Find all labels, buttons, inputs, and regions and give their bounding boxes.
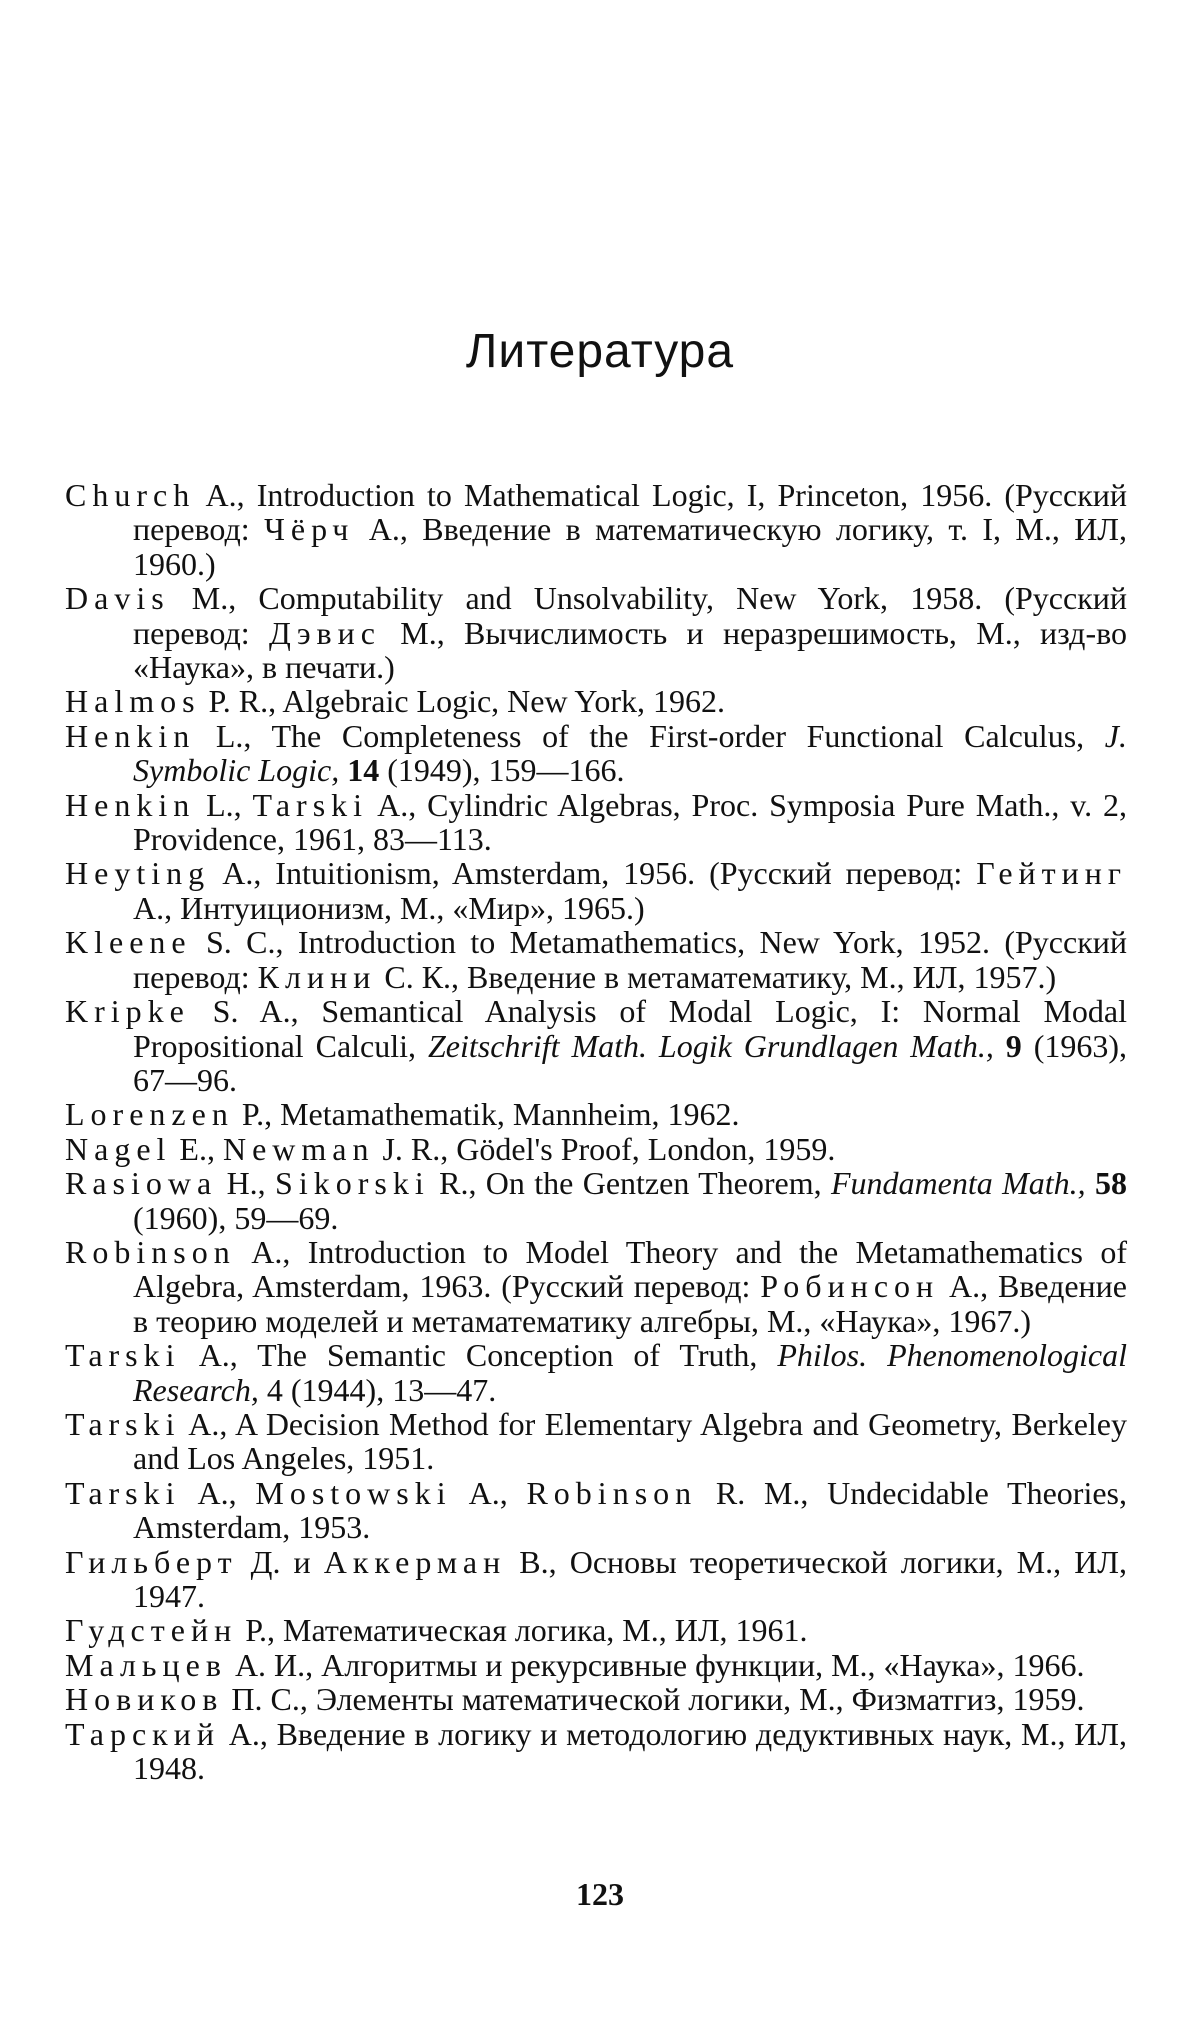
reference-text: А. И., Алгоритмы и рекурсивные функции, М., «Наука», 1966. [227, 1647, 1085, 1683]
reference-author: Kripke [65, 993, 190, 1029]
reference-text: Р., Математическая логика, М., ИЛ, 1961. [237, 1612, 807, 1648]
reference-text [1086, 1165, 1095, 1201]
reference-text: A., A Decision Method for Elementary Algebra and Geometry, Berkeley and Los Angeles, 1951. [133, 1406, 1127, 1476]
reference-author: Tarski [65, 1475, 181, 1511]
reference-journal: Fundamenta Math., [831, 1165, 1086, 1201]
reference-author: Kleene [65, 924, 192, 960]
reference-journal: Philos. Phenomenological Research, [133, 1337, 1127, 1407]
reference-entry [65, 1166, 1127, 1235]
reference-text: P., Metamathematik, Mannheim, 1962. [234, 1096, 740, 1132]
reference-author: Tarski [65, 1406, 181, 1442]
reference-text: L., The Completeness of the First-order Functional Calculus, [195, 718, 1105, 754]
reference-entry [65, 1132, 1127, 1166]
reference-text: А., Интуиционизм, М., «Мир», 1965.) [133, 890, 645, 926]
reference-author: Rasiowa [65, 1165, 217, 1201]
reference-text: H., [217, 1165, 275, 1201]
reference-volume: 58 [1095, 1165, 1127, 1201]
reference-author: Тарский [65, 1716, 220, 1752]
reference-entry [65, 994, 1127, 1097]
reference-author: Robinson [65, 1234, 236, 1270]
reference-author: Sikorski [275, 1165, 430, 1201]
reference-author: Аккерман [324, 1544, 506, 1580]
reference-text: (1960), 59—69. [133, 1200, 338, 1236]
reference-journal: Zeitschrift Math. Logik Grundlagen Math., [428, 1028, 994, 1064]
reference-entry [65, 1235, 1127, 1338]
reference-text: М., Вычислимость и неразрешимость, М., изд-во «Наука», в печати.) [133, 615, 1127, 685]
reference-author: Mostowski [255, 1475, 451, 1511]
reference-author: Henkin [65, 787, 195, 823]
reference-entry [65, 1682, 1127, 1716]
reference-author: Nagel [65, 1131, 171, 1167]
reference-author: Гильберт [65, 1544, 238, 1580]
reference-entry [65, 1648, 1127, 1682]
reference-text: S. C., Introduction to Metamathematics, New York, 1952. (Русский перевод: [133, 924, 1127, 994]
reference-author: Гейтинг [976, 855, 1127, 891]
reference-text: J. R., Gödel's Proof, London, 1959. [374, 1131, 835, 1167]
reference-author: Lorenzen [65, 1096, 234, 1132]
reference-text: S. A., Semantical Analysis of Modal Logic, I: Normal Modal Propositional Calculi, [133, 993, 1127, 1063]
reference-text [994, 1028, 1006, 1064]
reference-volume: 14 [347, 752, 379, 788]
reference-author: Tarski [65, 1337, 181, 1373]
reference-entry [65, 1717, 1127, 1786]
reference-text: А., Введение в математическую логику, т. I, М., ИЛ, 1960.) [133, 511, 1127, 581]
reference-author: Church [65, 477, 195, 513]
reference-entry [65, 1097, 1127, 1131]
reference-text: R. M., Undecidable Theories, Amsterdam, 1953. [133, 1475, 1127, 1545]
reference-text: E., [171, 1131, 223, 1167]
reference-author: Дэвис [269, 615, 381, 651]
reference-text: A., [452, 1475, 527, 1511]
reference-entry [65, 1338, 1127, 1407]
reference-volume: 9 [1006, 1028, 1022, 1064]
reference-entry [65, 581, 1127, 684]
reference-author: Робинсон [760, 1268, 939, 1304]
reference-text: A., The Semantic Conception of Truth, [181, 1337, 778, 1373]
reference-entry [65, 684, 1127, 718]
reference-author: Мальцев [65, 1647, 227, 1683]
reference-text: A., Intuitionism, Amsterdam, 1956. (Русский перевод: [210, 855, 976, 891]
reference-entry [65, 478, 1127, 581]
reference-author: Клини [258, 959, 377, 995]
reference-text: R., On the Gentzen Theorem, [430, 1165, 831, 1201]
reference-text: (1963), 67—96. [133, 1028, 1127, 1098]
reference-text: 4 (1944), 13—47. [259, 1372, 496, 1408]
reference-author: Heyting [65, 855, 210, 891]
reference-text: А., Введение в теорию моделей и метаматематику алгебры, М., «Наука», 1967.) [133, 1268, 1127, 1338]
reference-author: Davis [65, 580, 170, 616]
reference-author: Tarski [253, 787, 369, 823]
reference-author: Чёрч [264, 511, 354, 547]
reference-author: Halmos [65, 683, 201, 719]
reference-entry [65, 1613, 1127, 1647]
reference-text: A., Introduction to Model Theory and the Metamathematics of Algebra, Amsterdam, 1963. (Русский перевод: [133, 1234, 1127, 1304]
page-title: Литература [0, 324, 1200, 379]
reference-text: A., Introduction to Mathematical Logic, I, Princeton, 1956. (Русский перевод: [133, 477, 1127, 547]
page-number: 123 [0, 1876, 1200, 1913]
reference-entry [65, 1476, 1127, 1545]
reference-author: Новиков [65, 1681, 223, 1717]
reference-text [339, 752, 347, 788]
reference-author: Гудстейн [65, 1612, 237, 1648]
reference-text: A., Cylindric Algebras, Proc. Symposia Pure Math., v. 2, Providence, 1961, 83—113. [133, 787, 1127, 857]
reference-author: Newman [223, 1131, 375, 1167]
reference-list [65, 478, 1127, 1785]
reference-text: (1949), 159—166. [379, 752, 624, 788]
reference-text: L., [195, 787, 252, 823]
reference-text: П. С., Элементы математической логики, М., Физматгиз, 1959. [223, 1681, 1084, 1717]
reference-author: Robinson [526, 1475, 697, 1511]
reference-text: A., [181, 1475, 256, 1511]
reference-entry [65, 925, 1127, 994]
reference-entry [65, 788, 1127, 857]
reference-text: А., Введение в логику и методологию дедуктивных наук, М., ИЛ, 1948. [133, 1716, 1127, 1786]
reference-text: P. R., Algebraic Logic, New York, 1962. [201, 683, 725, 719]
book-page [0, 0, 1200, 2038]
reference-text: M., Computability and Unsolvability, New York, 1958. (Русский перевод: [133, 580, 1127, 650]
reference-entry [65, 719, 1127, 788]
reference-text: Д. и [238, 1544, 324, 1580]
reference-entry [65, 1407, 1127, 1476]
reference-entry [65, 1545, 1127, 1614]
reference-author: Henkin [65, 718, 195, 754]
reference-journal: J. Symbolic Logic, [133, 718, 1127, 788]
reference-text: С. К., Введение в метаматематику, М., ИЛ, 1957.) [376, 959, 1056, 995]
reference-entry [65, 856, 1127, 925]
reference-text: В., Основы теоретической логики, М., ИЛ, 1947. [133, 1544, 1127, 1614]
